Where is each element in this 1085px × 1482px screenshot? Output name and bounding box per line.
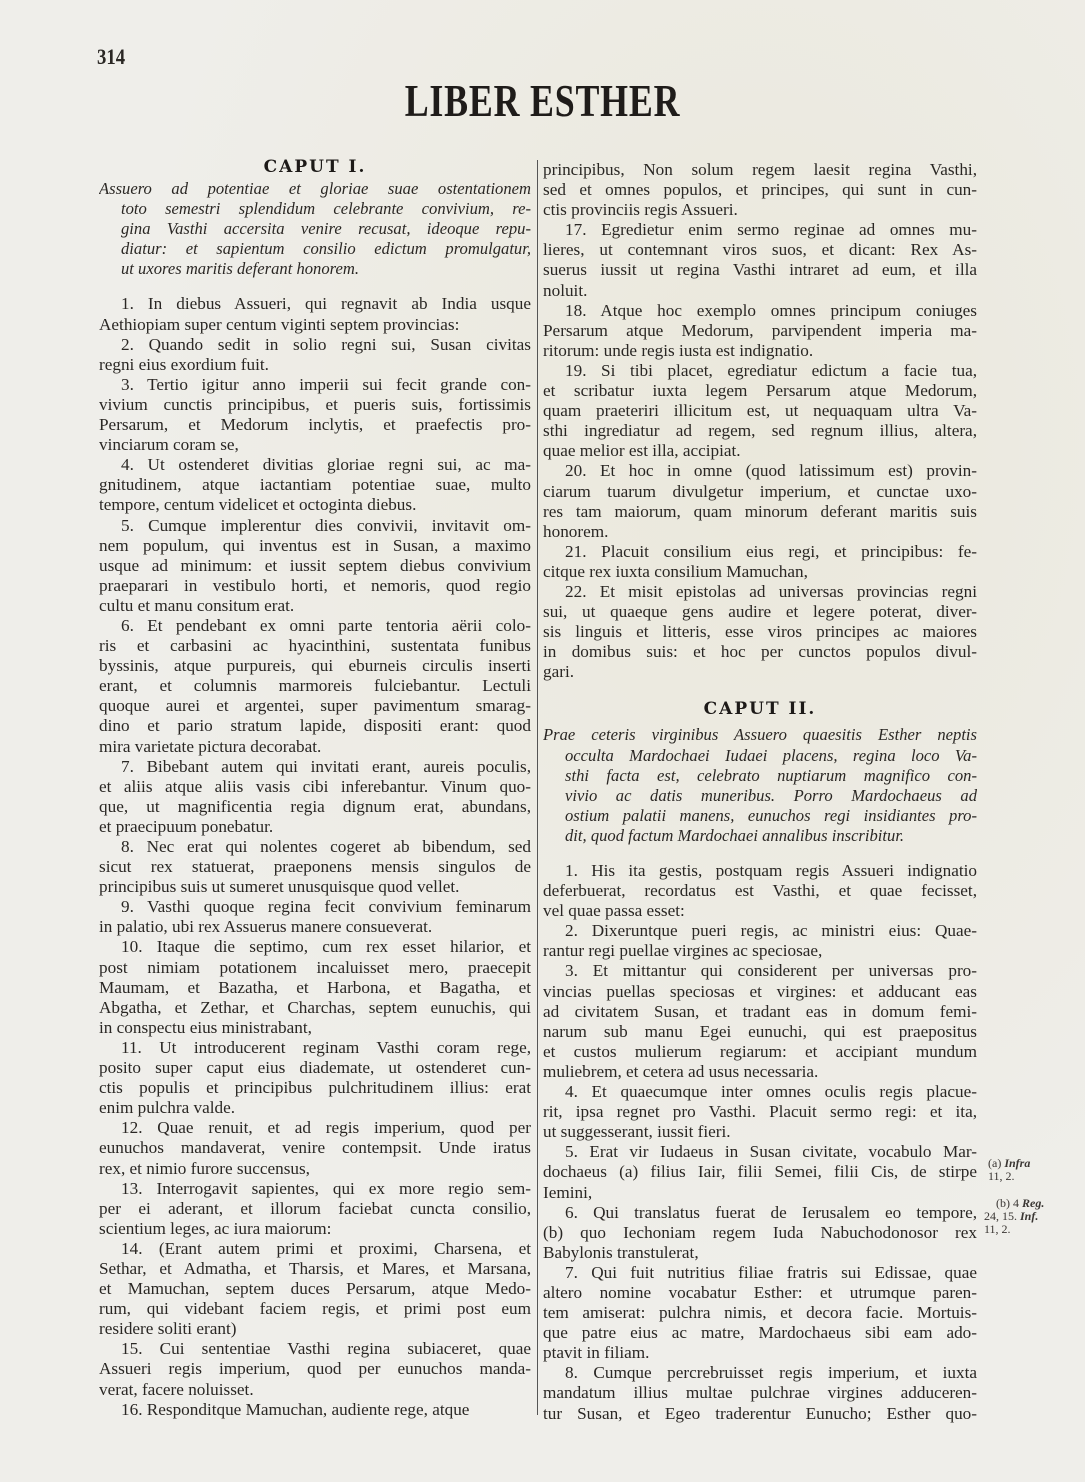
verses-left: [99, 294, 531, 1419]
note-b-cite2: 11, 2.: [984, 1222, 1011, 1236]
right-column: [543, 160, 977, 1424]
text-line: 17. Egredietur enim sermo reginae ad omnes mu-: [565, 220, 977, 240]
text-line: rum, qui videbant faciem regis, et primi post eum: [99, 1299, 531, 1319]
note-a-label: (a): [988, 1156, 1002, 1170]
text-line: eunuchos mandaverat, venire contempsit. Unde iratus: [99, 1138, 531, 1158]
text-line: Abgatha, et Zethar, et Charchas, septem eunuchis, qui: [99, 997, 531, 1017]
text-line: dit, quod factum Mardochaei annalibus inscribitur.: [565, 825, 905, 845]
text-line: mira varietate pictura decorabat.: [99, 736, 322, 756]
text-line: tur Susan, et Egeo traderentur Eunucho; Esther quo-: [543, 1403, 977, 1423]
text-line: et custos mulierum regiarum: et accipiant mundum: [543, 1041, 977, 1061]
text-line: diatur: et sapientum consilio edictum promulgatur,: [121, 239, 531, 259]
text-line: 7. Bibebant autem qui invitati erant, aureis poculis,: [121, 756, 531, 776]
text-line: muliebrem, et cetera ad usus necessaria.: [543, 1061, 819, 1081]
text-line: 13. Interrogavit sapientes, qui ex more regio sem-: [121, 1178, 531, 1198]
verses-right-b: [543, 861, 977, 1424]
note-b-label: (b) 4: [996, 1196, 1019, 1210]
text-line: rit, ipsa regnet pro Vasthi. Placuit sermo regi: et ita,: [543, 1102, 977, 1122]
text-line: in palatio, ubi rex Assuerus manere consueverat.: [99, 917, 433, 937]
text-line: suerus iussit ut regina Vasthi intraret ad eum, et illa: [543, 260, 977, 280]
text-line: 9. Vasthi quoque regina fecit convivium feminarum: [121, 897, 531, 917]
text-line: ad civitatem Susan, et tradant eas in domum femi-: [543, 1001, 977, 1021]
text-line: Prae ceteris virginibus Assuero quaesitis Esther neptis: [543, 725, 977, 745]
text-line: et aliis atque aliis vasis cibi inferebantur. Vinum quo-: [99, 776, 531, 796]
text-line: post nimiam potationem incaluisset mero, praecepit: [99, 957, 531, 977]
text-line: 1. His ita gestis, postquam regis Assueri indignatio: [565, 861, 977, 880]
note-a-ref: Infra: [1004, 1156, 1031, 1170]
text-line: 19. Si tibi placet, egrediatur edictum a facie tua,: [565, 360, 977, 380]
text-line: tem amiserat: pulchra nimis, et decora facie. Mortuis-: [543, 1303, 977, 1323]
note-a-cite: 11, 2.: [988, 1169, 1015, 1183]
text-line: honorem.: [543, 521, 609, 541]
note-b-ref: Reg.: [1022, 1196, 1045, 1210]
text-line: 8. Cumque percrebruisset regis imperium, et iuxta: [565, 1363, 977, 1383]
text-line: deferbuerat, recordatus est Vasthi, et quae fecisset,: [543, 881, 977, 901]
text-line: 4. Et quaecumque inter omnes oculis regis placue-: [565, 1082, 977, 1102]
text-line: usque ad minimum: et iussit septem diebus convivium: [99, 555, 531, 575]
text-line: Aethiopiam super centum viginti septem provincias:: [99, 314, 460, 334]
text-line: res tam maiorum, quam minorum deferant maritis suis: [543, 501, 977, 521]
text-line: scientium leges, ac iura maiorum:: [99, 1218, 332, 1238]
text-line: 8. Nec erat qui nolentes cogeret ab bibendum, sed: [121, 837, 531, 856]
text-line: ctis populis et principibus pulchritudinem illius: erat: [99, 1078, 531, 1098]
text-line: vinciarum coram se,: [99, 435, 239, 455]
text-line: 4. Ut ostenderet divitias gloriae regni sui, ac ma-: [121, 455, 531, 475]
text-line: Iemini,: [543, 1182, 593, 1202]
text-line: et praecipuum ponebatur.: [99, 816, 274, 836]
text-line: altero nomine vocabatur Esther: et utrumque paren-: [543, 1282, 977, 1302]
text-line: sthi facta est, celebrato nuptiarum magnifico con-: [565, 765, 977, 785]
text-line: Maumam, et Bazatha, et Harbona, et Bagatha, et: [99, 977, 531, 997]
chapter-heading-1: CAPUT I.: [263, 157, 367, 177]
text-line: in domibus suis: et hoc per cunctos populos divul-: [543, 642, 977, 662]
text-line: Babylonis transtulerat,: [543, 1242, 699, 1262]
text-line: que, ut magnificentia regia dignum erat, abundans,: [99, 796, 531, 816]
text-line: gari.: [543, 662, 575, 682]
text-line: ut suggesserant, iussit fieri.: [543, 1122, 731, 1142]
text-line: quam praeteriri illicitum est, ut nequaquam ultra Va-: [543, 401, 977, 421]
text-line: vel quae passa esset:: [543, 901, 685, 921]
text-line: Assueri regis imperium, quod per eunuchos manda-: [99, 1359, 531, 1379]
text-line: toto semestri splendidum celebrante convivium, re-: [121, 199, 531, 219]
note-b-ref2: Inf.: [1020, 1209, 1039, 1223]
text-line: 12. Quae renuit, et ad regis imperium, quod per: [121, 1118, 531, 1138]
left-column: [99, 155, 531, 1420]
text-line: 5. Cumque implerentur dies convivii, invitavit om-: [121, 515, 531, 535]
text-line: Assuero ad potentiae et gloriae suae ostentationem: [99, 179, 531, 198]
text-line: sui, ut quaeque gens audire et legere poterat, diver-: [543, 602, 977, 622]
text-line: 2. Quando sedit in solio regni sui, Susan civitas: [121, 334, 531, 354]
text-line: ris et carbasini ac hyacinthini, sustentata funibus: [99, 636, 531, 656]
text-line: lieres, ut contemnant viros suos, et dicant: Rex As-: [543, 240, 977, 260]
text-line: nem populum, qui inventus est in Susan, a maximo: [99, 535, 531, 555]
text-line: sthi ingrediatur ad regem, sed regnum illius, altera,: [543, 421, 977, 441]
text-line: rantur regi puellae virgines ac speciosae,: [543, 941, 823, 961]
text-line: ctis provinciis regis Assueri.: [543, 200, 738, 220]
chapter-summary-2: [543, 725, 977, 846]
text-line: in conspectu eius ministrabant,: [99, 1017, 312, 1037]
chapter-heading-2: CAPUT II.: [703, 699, 817, 720]
text-line: posito super caput eius diademate, ut ostenderet cun-: [99, 1058, 531, 1078]
verses-right-a: [543, 160, 977, 682]
chapter-summary-1: [99, 179, 531, 279]
text-line: 2. Dixeruntque pueri regis, ac ministri eius: Quae-: [565, 921, 977, 941]
text-line: dino et pario stratum lapide, dispositi erant: quod: [99, 716, 531, 736]
text-line: 6. Qui translatus fuerat de Ierusalem eo tempore,: [565, 1202, 977, 1222]
text-line: ciarum tuarum divulgetur imperium, et cunctae uxo-: [543, 481, 977, 501]
text-line: gina Vasthi accersita venire recusat, ideoque repu-: [121, 219, 531, 239]
text-line: 22. Et misit epistolas ad universas provincias regni: [565, 581, 977, 601]
text-line: Sethar, et Admatha, et Tharsis, et Mares, et Marsana,: [99, 1258, 531, 1278]
text-line: 20. Et hoc in omne (quod latissimum est) provin-: [565, 461, 977, 481]
text-line: principibus suis ut sumeret unusquisque quod vellet.: [99, 877, 460, 897]
text-line: noluit.: [543, 280, 588, 300]
text-line: vincias puellas speciosas et virgines: et adducant eas: [543, 981, 977, 1001]
margin-note-b: [984, 1196, 1045, 1236]
text-line: 16. Responditque Mamuchan, audiente rege, atque: [121, 1399, 470, 1419]
text-line: ostium palatii manens, eunuchos regi insidiantes pro-: [565, 805, 977, 825]
text-line: 1. In diebus Assueri, qui regnavit ab India usque: [121, 294, 531, 314]
text-line: 21. Placuit consilium eius regi, et principibus: fe-: [565, 541, 977, 561]
text-line: narum sub manu Egei eunuchi, qui est praepositus: [543, 1021, 977, 1041]
text-line: 10. Itaque die septimo, cum rex esset hilarior, et: [121, 937, 531, 957]
column-divider: [537, 160, 538, 1415]
text-line: Persarum atque Medorum, parvipendent imperia ma-: [543, 320, 977, 340]
text-line: rex, et nimio furore succensus,: [99, 1158, 310, 1178]
text-line: vivium cunctis principibus, et pueris suis, fortissimis: [99, 394, 531, 414]
text-line: erant, et columnis marmoreis fulciebantur. Lectuli: [99, 676, 531, 696]
text-line: sicut rex statuerat, praeponens mensis singulos de: [99, 857, 531, 877]
text-line: per ei aderant, et illorum faciebat cuncta consilio,: [99, 1198, 531, 1218]
note-b-cite1: 24, 15.: [984, 1209, 1017, 1223]
text-line: et Mamuchan, septem duces Persarum, atque Medo-: [99, 1279, 531, 1299]
text-line: byssinis, atque purpureis, qui eburneis circulis inserti: [99, 656, 531, 676]
text-line: 7. Qui fuit nutritius filiae fratris sui Edissae, quae: [565, 1262, 977, 1282]
text-line: verat, facere noluisset.: [99, 1379, 254, 1399]
book-title: LIBER ESTHER: [404, 75, 681, 126]
text-line: et scribatur iuxta legem Persarum atque Medorum,: [543, 381, 977, 401]
page-number: 314: [97, 44, 126, 69]
text-line: ut uxores maritis deferant honorem.: [121, 259, 359, 279]
text-line: 18. Atque hoc exemplo omnes principum coniuges: [565, 300, 977, 320]
text-line: quoque aurei et argentei, super pavimentum smarag-: [99, 696, 531, 716]
text-line: sed et omnes populos, et principes, qui sunt in cun-: [543, 180, 977, 200]
text-line: enim pulchra valde.: [99, 1098, 236, 1118]
text-line: tempore, centum videlicet et octoginta diebus.: [99, 495, 417, 515]
text-line: regni eius exordium fuit.: [99, 354, 269, 374]
text-line: occulta Mardochaei Iudaei placens, regina loco Va-: [565, 745, 977, 765]
text-line: 3. Et mittantur qui considerent per universas pro-: [565, 961, 977, 981]
text-line: que patre eius ac matre, Mardochaeus sibi eam ado-: [543, 1323, 977, 1343]
text-line: 3. Tertio igitur anno imperii sui fecit grande con-: [121, 374, 531, 394]
text-line: 6. Et pendebant ex omni parte tentoria aërii colo-: [121, 615, 531, 635]
text-line: citque rex iuxta consilium Mamuchan,: [543, 561, 808, 581]
text-line: principibus, Non solum regem laesit regina Vasthi,: [543, 160, 977, 179]
text-line: ritorum: unde regis iusta est indignatio.: [543, 340, 814, 360]
margin-note-a: [988, 1157, 1030, 1183]
text-line: ptavit in filiam.: [543, 1343, 650, 1363]
text-line: 5. Erat vir Iudaeus in Susan civitate, vocabulo Mar-: [565, 1142, 977, 1162]
text-line: sis linguis et litteris, esse viros principes ac maiores: [543, 622, 977, 642]
text-line: residere soliti erant): [99, 1319, 237, 1339]
text-line: praeparari in vestibulo horti, et nemoris, quod regio: [99, 575, 531, 595]
text-line: (b) quo Iechoniam regem Iuda Nabuchodonosor rex: [543, 1222, 977, 1242]
text-line: cultu et manu consitum erat.: [99, 595, 295, 615]
text-line: mandatum illius multae pulchrae virgines adduceren-: [543, 1383, 977, 1403]
text-line: vivio ac datis muneribus. Porro Mardochaeus ad: [565, 785, 977, 805]
text-line: 15. Cui sententiae Vasthi regina subiaceret, quae: [121, 1339, 531, 1359]
text-line: dochaeus (a) filius Iair, filii Semei, filii Cis, de stirpe: [543, 1162, 977, 1182]
text-line: gnitudinem, atque iactantiam potentiae suae, multo: [99, 475, 531, 495]
text-line: 11. Ut introducerent reginam Vasthi coram rege,: [121, 1037, 531, 1057]
text-line: 14. (Erant autem primi et proximi, Charsena, et: [121, 1238, 531, 1258]
text-line: Persarum, et Medorum inclytis, et praefectis pro-: [99, 415, 531, 435]
text-line: quae melior est illa, accipiat.: [543, 441, 741, 461]
